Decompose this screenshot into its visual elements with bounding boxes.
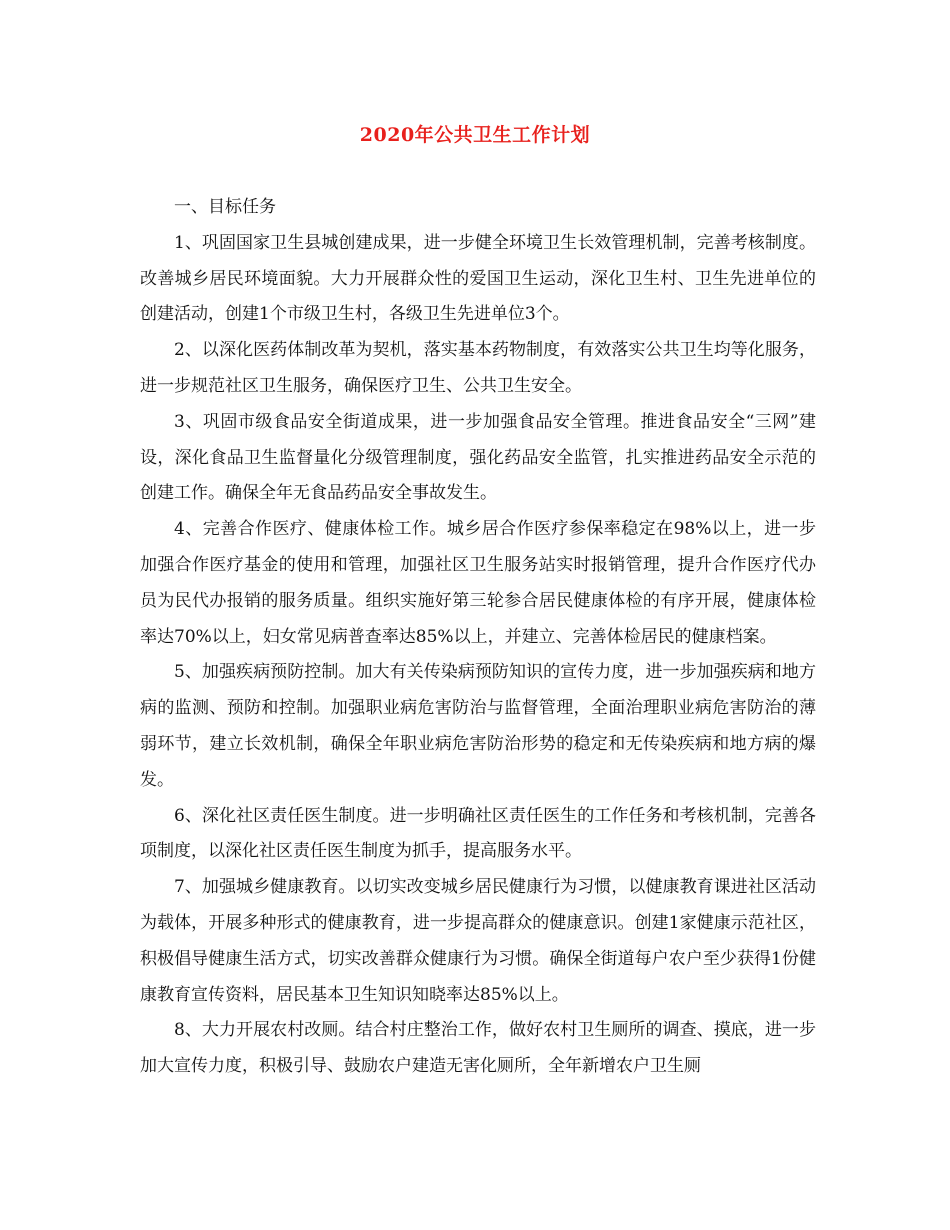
section-heading: 一、目标任务 [174,197,276,217]
paragraph-4: 4、完善合作医疗、健康体检工作。城乡居合作医疗参保率稳定在98%以上，进一步加强合作医疗基金的使用和管理，加强社区卫生服务站实时报销管理，提升合作医疗代办员为民代办报销的服务质量。组织实施好第三轮参合居民健康体检的有序开展，健康体检率达70%以上，妇女常见病普查率达85%以上，并建立、完善体检居民的健康档案。 [140,519,816,647]
paragraph-5: 5、加强疾病预防控制。加大有关传染病预防知识的宣传力度，进一步加强疾病和地方病的监测、预防和控制。加强职业病危害防治与监督管理，全面治理职业病危害防治的薄弱环节，建立长效机制，确保全年职业病危害防治形势的稳定和无传染疾病和地方病的爆发。 [140,662,816,790]
paragraph-8: 8、大力开展农村改厕。结合村庄整治工作，做好农村卫生厕所的调查、摸底，进一步加大宣传力度，积极引导、鼓励农户建造无害化厕所，全年新增农户卫生厕 [140,1020,816,1077]
paragraph-7: 7、加强城乡健康教育。以切实改变城乡居民健康行为习惯，以健康教育课进社区活动为载体，开展多种形式的健康教育，进一步提高群众的健康意识。创建1家健康示范社区，积极倡导健康生活方式，切实改善群众健康行为习惯。确保全街道每户农户至少获得1份健康教育宣传资料，居民基本卫生知识知晓率达85%以上。 [140,877,816,1005]
paragraph-6: 6、深化社区责任医生制度。进一步明确社区责任医生的工作任务和考核机制，完善各项制度，以深化社区责任医生制度为抓手，提高服务水平。 [140,805,816,862]
paragraph-2: 2、以深化医药体制改革为契机，落实基本药物制度，有效落实公共卫生均等化服务，进一步规范社区卫生服务，确保医疗卫生、公共卫生安全。 [140,340,816,396]
paragraph-1: 1、巩固国家卫生县城创建成果，进一步健全环境卫生长效管理机制，完善考核制度。改善城乡居民环境面貌。大力开展群众性的爱国卫生运动，深化卫生村、卫生先进单位的创建活动，创建1个市级卫生村，各级卫生先进单位3个。 [140,232,816,325]
document-title: 2020年公共卫生工作计划 [359,124,591,146]
paragraph-3: 3、巩固市级食品安全街道成果，进一步加强食品安全管理。推进食品安全“三网”建设，深化食品卫生监督量化分级管理制度，强化药品安全监管，扎实推进药品安全示范的创建工作。确保全年无食品药品安全事故发生。 [140,411,816,504]
document-body [140,190,816,1085]
